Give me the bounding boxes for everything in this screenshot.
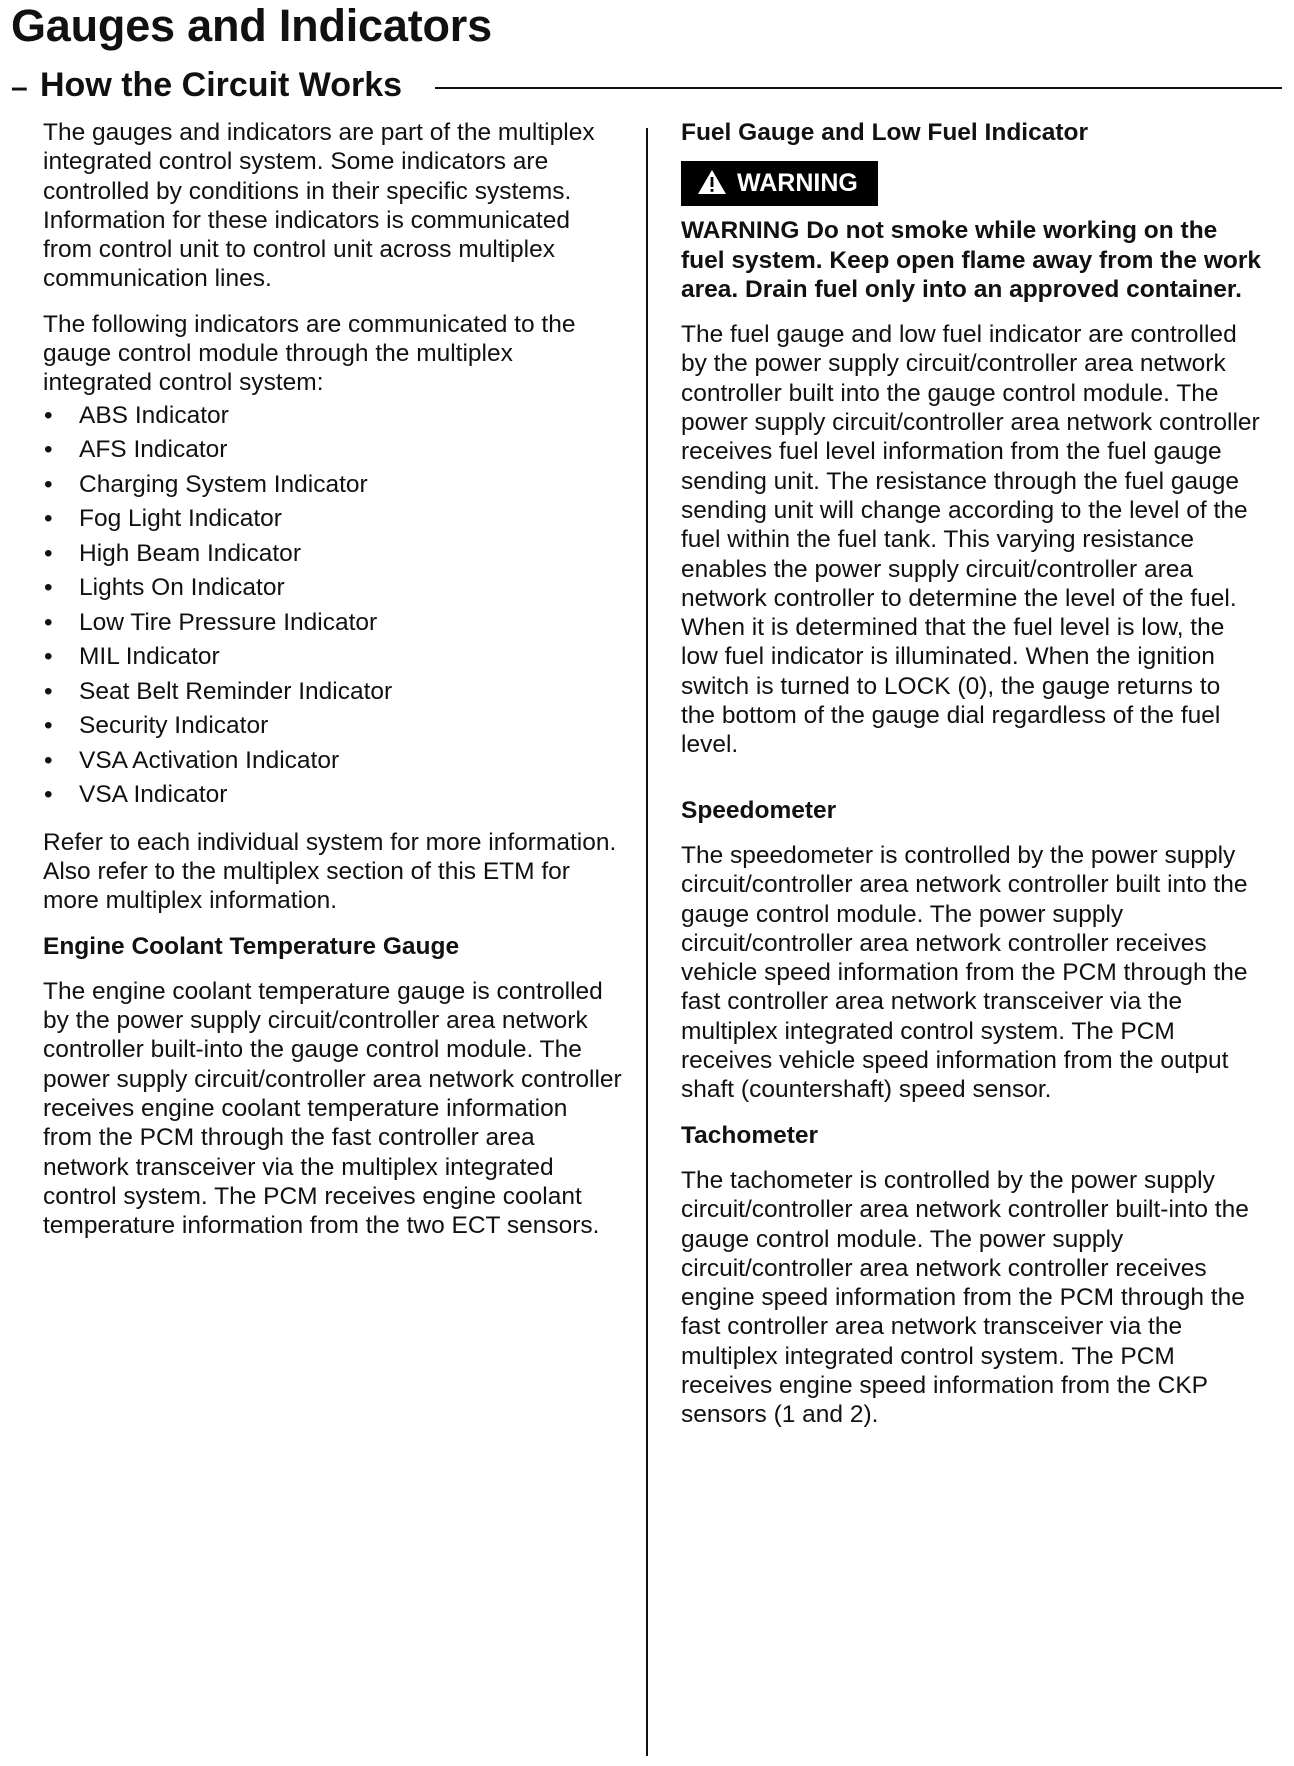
list-item: • High Beam Indicator	[43, 537, 623, 572]
list-item: • MIL Indicator	[43, 640, 623, 675]
fuel-paragraph: The fuel gauge and low fuel indicator are controlled by the power supply circuit/controller area network controller built into the gauge control module. The power supply circuit/controller area network controller receives fuel level information from the fuel gauge sending unit. The resistance through the fuel gauge sending unit will change according to the level of the fuel within the fuel tank. This varying resistance enables the power supply circuit/controller area network controller to determine the level of the fuel. When it is determined that the fuel level is low, the low fuel indicator is illuminated. When the ignition switch is turned to LOCK (0), the gauge returns to the bottom of the gauge dial regardless of the fuel level.	[681, 321, 1260, 759]
bullet-icon: •	[44, 401, 53, 429]
tachometer-heading: Tachometer	[681, 1121, 819, 1149]
list-item: • Security Indicator	[43, 709, 623, 744]
column-divider	[646, 128, 648, 1756]
refer-paragraph: Refer to each individual system for more information. Also refer to the multiplex section of this ETM for more multiplex information.	[43, 828, 617, 915]
list-item: • Fog Light Indicator	[43, 502, 623, 537]
bullet-icon: •	[44, 677, 53, 705]
fuel-heading: Fuel Gauge and Low Fuel Indicator	[681, 119, 1089, 146]
list-item: • Lights On Indicator	[43, 571, 623, 606]
intro-paragraph: The gauges and indicators are part of the multiplex integrated control system. Some indicators are controlled by conditions in their specific systems. Information for these indicators is communicated from control unit to control unit across multiplex communication lines.	[43, 119, 595, 293]
list-item: • VSA Indicator	[43, 778, 623, 813]
bullet-icon: •	[44, 643, 53, 671]
list-item: • Charging System Indicator	[43, 468, 623, 503]
warning-badge	[681, 161, 878, 206]
list-item: • VSA Activation Indicator	[43, 744, 623, 779]
indicators-intro: The following indicators are communicated to the gauge control module through the multiplex integrated control system:	[43, 310, 576, 397]
list-item: • Seat Belt Reminder Indicator	[43, 675, 623, 710]
page-title: Gauges and Indicators	[11, 0, 492, 51]
list-item: • ABS Indicator	[43, 399, 623, 434]
bullet-icon: •	[44, 712, 53, 740]
bullet-icon: •	[44, 436, 53, 464]
bullet-icon: •	[44, 470, 53, 498]
bullet-icon: •	[44, 505, 53, 533]
list-item: • Low Tire Pressure Indicator	[43, 606, 623, 641]
section-dash: –	[11, 71, 28, 104]
bullet-icon: •	[44, 781, 53, 809]
warning-text: WARNING Do not smoke while working on the fuel system. Keep open flame away from the work area. Drain fuel only into an approved container.	[681, 217, 1262, 303]
right-column	[681, 118, 1261, 1446]
list-item: • AFS Indicator	[43, 433, 623, 468]
bullet-icon: •	[44, 539, 53, 567]
speedometer-heading: Speedometer	[681, 796, 837, 824]
warning-triangle-icon	[697, 169, 727, 195]
indicator-list	[43, 399, 623, 813]
bullet-icon: •	[44, 608, 53, 636]
speedometer-paragraph: The speedometer is controlled by the power supply circuit/controller area network controller built into the gauge control module. The power supply circuit/controller area network controller receives vehicle speed information from the PCM through the fast controller area network transceiver via the multiplex integrated control system. The PCM receives vehicle speed information from the output shaft (countershaft) speed sensor.	[681, 841, 1248, 1104]
section-title: How the Circuit Works	[40, 66, 403, 104]
ect-paragraph: The engine coolant temperature gauge is controlled by the power supply circuit/controller area network controller built-into the gauge control module. The power supply circuit/controller area network controller receives engine coolant temperature information from the PCM through the fast controller area network transceiver via the multiplex integrated control system. The PCM receives engine coolant temperature information from the two ECT sensors.	[43, 977, 622, 1240]
ect-heading: Engine Coolant Temperature Gauge	[43, 932, 460, 960]
warning-label: WARNING	[737, 169, 858, 198]
section-rule	[435, 87, 1282, 89]
bullet-icon: •	[44, 574, 53, 602]
left-column	[43, 118, 623, 1257]
tachometer-paragraph: The tachometer is controlled by the power supply circuit/controller area network controller built-into the gauge control module. The power supply circuit/controller area network controller receives engine speed information from the PCM through the fast controller area network transceiver via the multiplex integrated control system. The PCM receives engine speed information from the CKP sensors (1 and 2).	[681, 1166, 1249, 1429]
bullet-icon: •	[44, 746, 53, 774]
